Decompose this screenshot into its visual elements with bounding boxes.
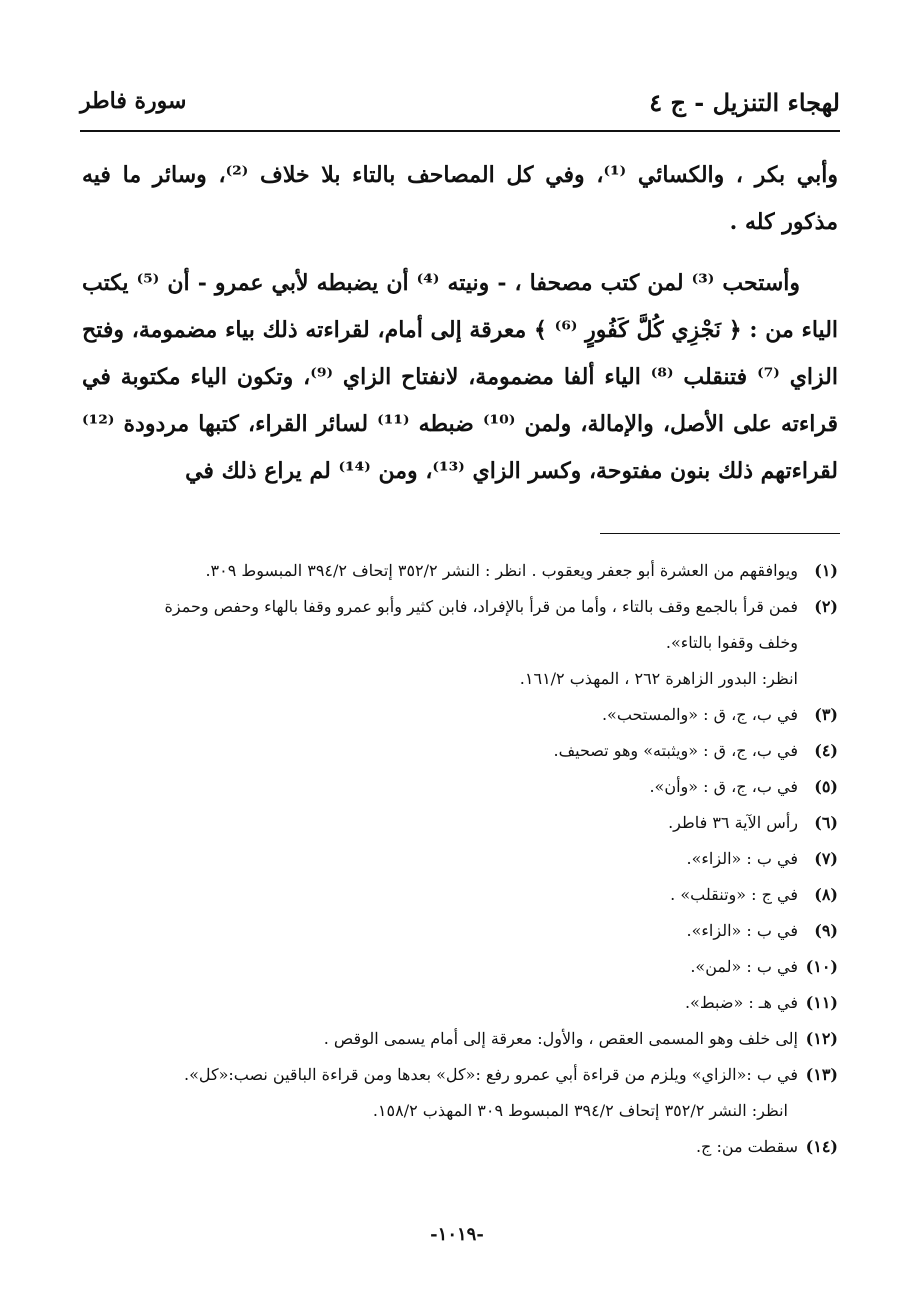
- footnote-text: في هـ : «ضبط».: [684, 993, 798, 1012]
- page-number: -١٠١٩-: [430, 1224, 484, 1245]
- footnotes: [110, 553, 838, 1165]
- footnote: [110, 805, 838, 841]
- surah-name: سورة فاطر: [80, 88, 187, 114]
- book-title: لهجاء التنزيل - ج ٤: [649, 88, 840, 117]
- footnote-text: ويوافقهم من العشرة أبو جعفر ويعقوب . انظر : النشر ٣٥٢/٢ إتحاف ٣٩٤/٢ المبسوط ٣٠٩.: [205, 561, 798, 580]
- footnote-text: في ب، ج، ق : «والمستحب».: [601, 705, 798, 724]
- footnote-text: في ب، ج، ق : «وأن».: [649, 777, 798, 796]
- main-text: [82, 152, 838, 495]
- footnote: [110, 1129, 838, 1165]
- footnote-number: (١٢): [805, 1029, 838, 1048]
- footnote-text: رأس الآية ٣٦ فاطر.: [668, 813, 798, 832]
- footnote: [110, 1021, 838, 1057]
- footnote: [110, 985, 838, 1021]
- footnote-number: (٩): [814, 921, 838, 940]
- footnote-number: (١١): [805, 993, 838, 1012]
- footnote-number: (١٠): [805, 957, 838, 976]
- footnote-number: (٧): [814, 849, 838, 868]
- footnote: [110, 553, 838, 589]
- footnote: [110, 841, 838, 877]
- footnote-text: في ب : «الزاء».: [686, 849, 798, 868]
- footnote: [110, 877, 838, 913]
- footnote: [110, 769, 838, 805]
- paragraph: وأستحب ⁽³⁾ لمن كتب مصحفا ، - ونيته ⁽⁴⁾ أن يضبطه لأبي عمرو - أن ⁽⁵⁾ يكتب الياء من : ﴿ نَجْزِي كُلَّ كَفُورٍ ⁽⁶⁾ ﴾ معرقة إلى أمام، لقراءته ذلك بياء مضمومة، وفتح الزاي ⁽⁷⁾ فتنقلب ⁽⁸⁾ الياء ألفا مضمومة، لانفتاح الزاي ⁽⁹⁾، وتكون الياء مكتوبة في قراءته على الأصل، والإمالة، ولمن ⁽¹⁰⁾ ضبطه ⁽¹¹⁾ لسائر القراء، كتبها مردودة ⁽¹²⁾ لقراءتهم ذلك بنون مفتوحة، وكسر الزاي ⁽¹³⁾، ومن ⁽¹⁴⁾ لم يراع ذلك في: [82, 270, 839, 484]
- paragraph: وأبي بكر ، والكسائي ⁽¹⁾، وفي كل المصاحف بالتاء بلا خلاف ⁽²⁾، وسائر ما فيه مذكور كله .: [82, 162, 838, 235]
- footnote: [110, 697, 838, 733]
- footnote-text: في ب : «لمن».: [690, 957, 798, 976]
- footnote-text: سقطت من: ج.: [695, 1137, 798, 1156]
- footnote-text: في ب، ج، ق : «ويثبته» وهو تصحيف.: [553, 741, 798, 760]
- footnote-number: (٨): [814, 885, 838, 904]
- footnote-number: (١٤): [805, 1137, 838, 1156]
- footnote-text: انظر: البدور الزاهرة ٢٦٢ ، المهذب ١٦١/٢.: [519, 669, 798, 688]
- footnote-number: (١): [814, 561, 838, 580]
- footnote: [110, 1057, 838, 1129]
- running-header: [80, 82, 840, 126]
- footnote-number: (١٣): [805, 1065, 838, 1084]
- footnote: [110, 913, 838, 949]
- footnote-number: (٥): [814, 777, 838, 796]
- footnote-number: (٦): [814, 813, 838, 832]
- footnote-separator: [600, 533, 840, 534]
- footnote-number: (٢): [814, 597, 838, 616]
- footnote-text: إلى خلف وهو المسمى العقص ، والأول: معرقة إلى أمام يسمى الوقص .: [323, 1029, 798, 1048]
- footnote-text: انظر: النشر ٣٥٢/٢ إتحاف ٣٩٤/٢ المبسوط ٣٠٩ المهذب ١٥٨/٢.: [372, 1101, 788, 1120]
- footnote: [110, 589, 838, 697]
- footnote-text: في ب :«الزاي» ويلزم من قراءة أبي عمرو رفع :«كل» بعدها ومن قراءة الباقين نصب:«كل».: [184, 1065, 798, 1084]
- footnote: [110, 949, 838, 985]
- footnote-text: في ب : «الزاء».: [686, 921, 798, 940]
- footnote-number: (٣): [814, 705, 838, 724]
- footnote-number: (٤): [814, 741, 838, 760]
- footnote: [110, 733, 838, 769]
- footnote-text: في ج : «وتنقلب» .: [670, 885, 798, 904]
- footnote-text: وخلف وقفوا بالتاء».: [665, 633, 798, 652]
- header-rule: [80, 130, 840, 132]
- footnote-text: فمن قرأ بالجمع وقف بالتاء ، وأما من قرأ بالإفراد، فابن كثير وأبو عمرو وقفا بالهاء وحفص وحمزة: [164, 597, 798, 616]
